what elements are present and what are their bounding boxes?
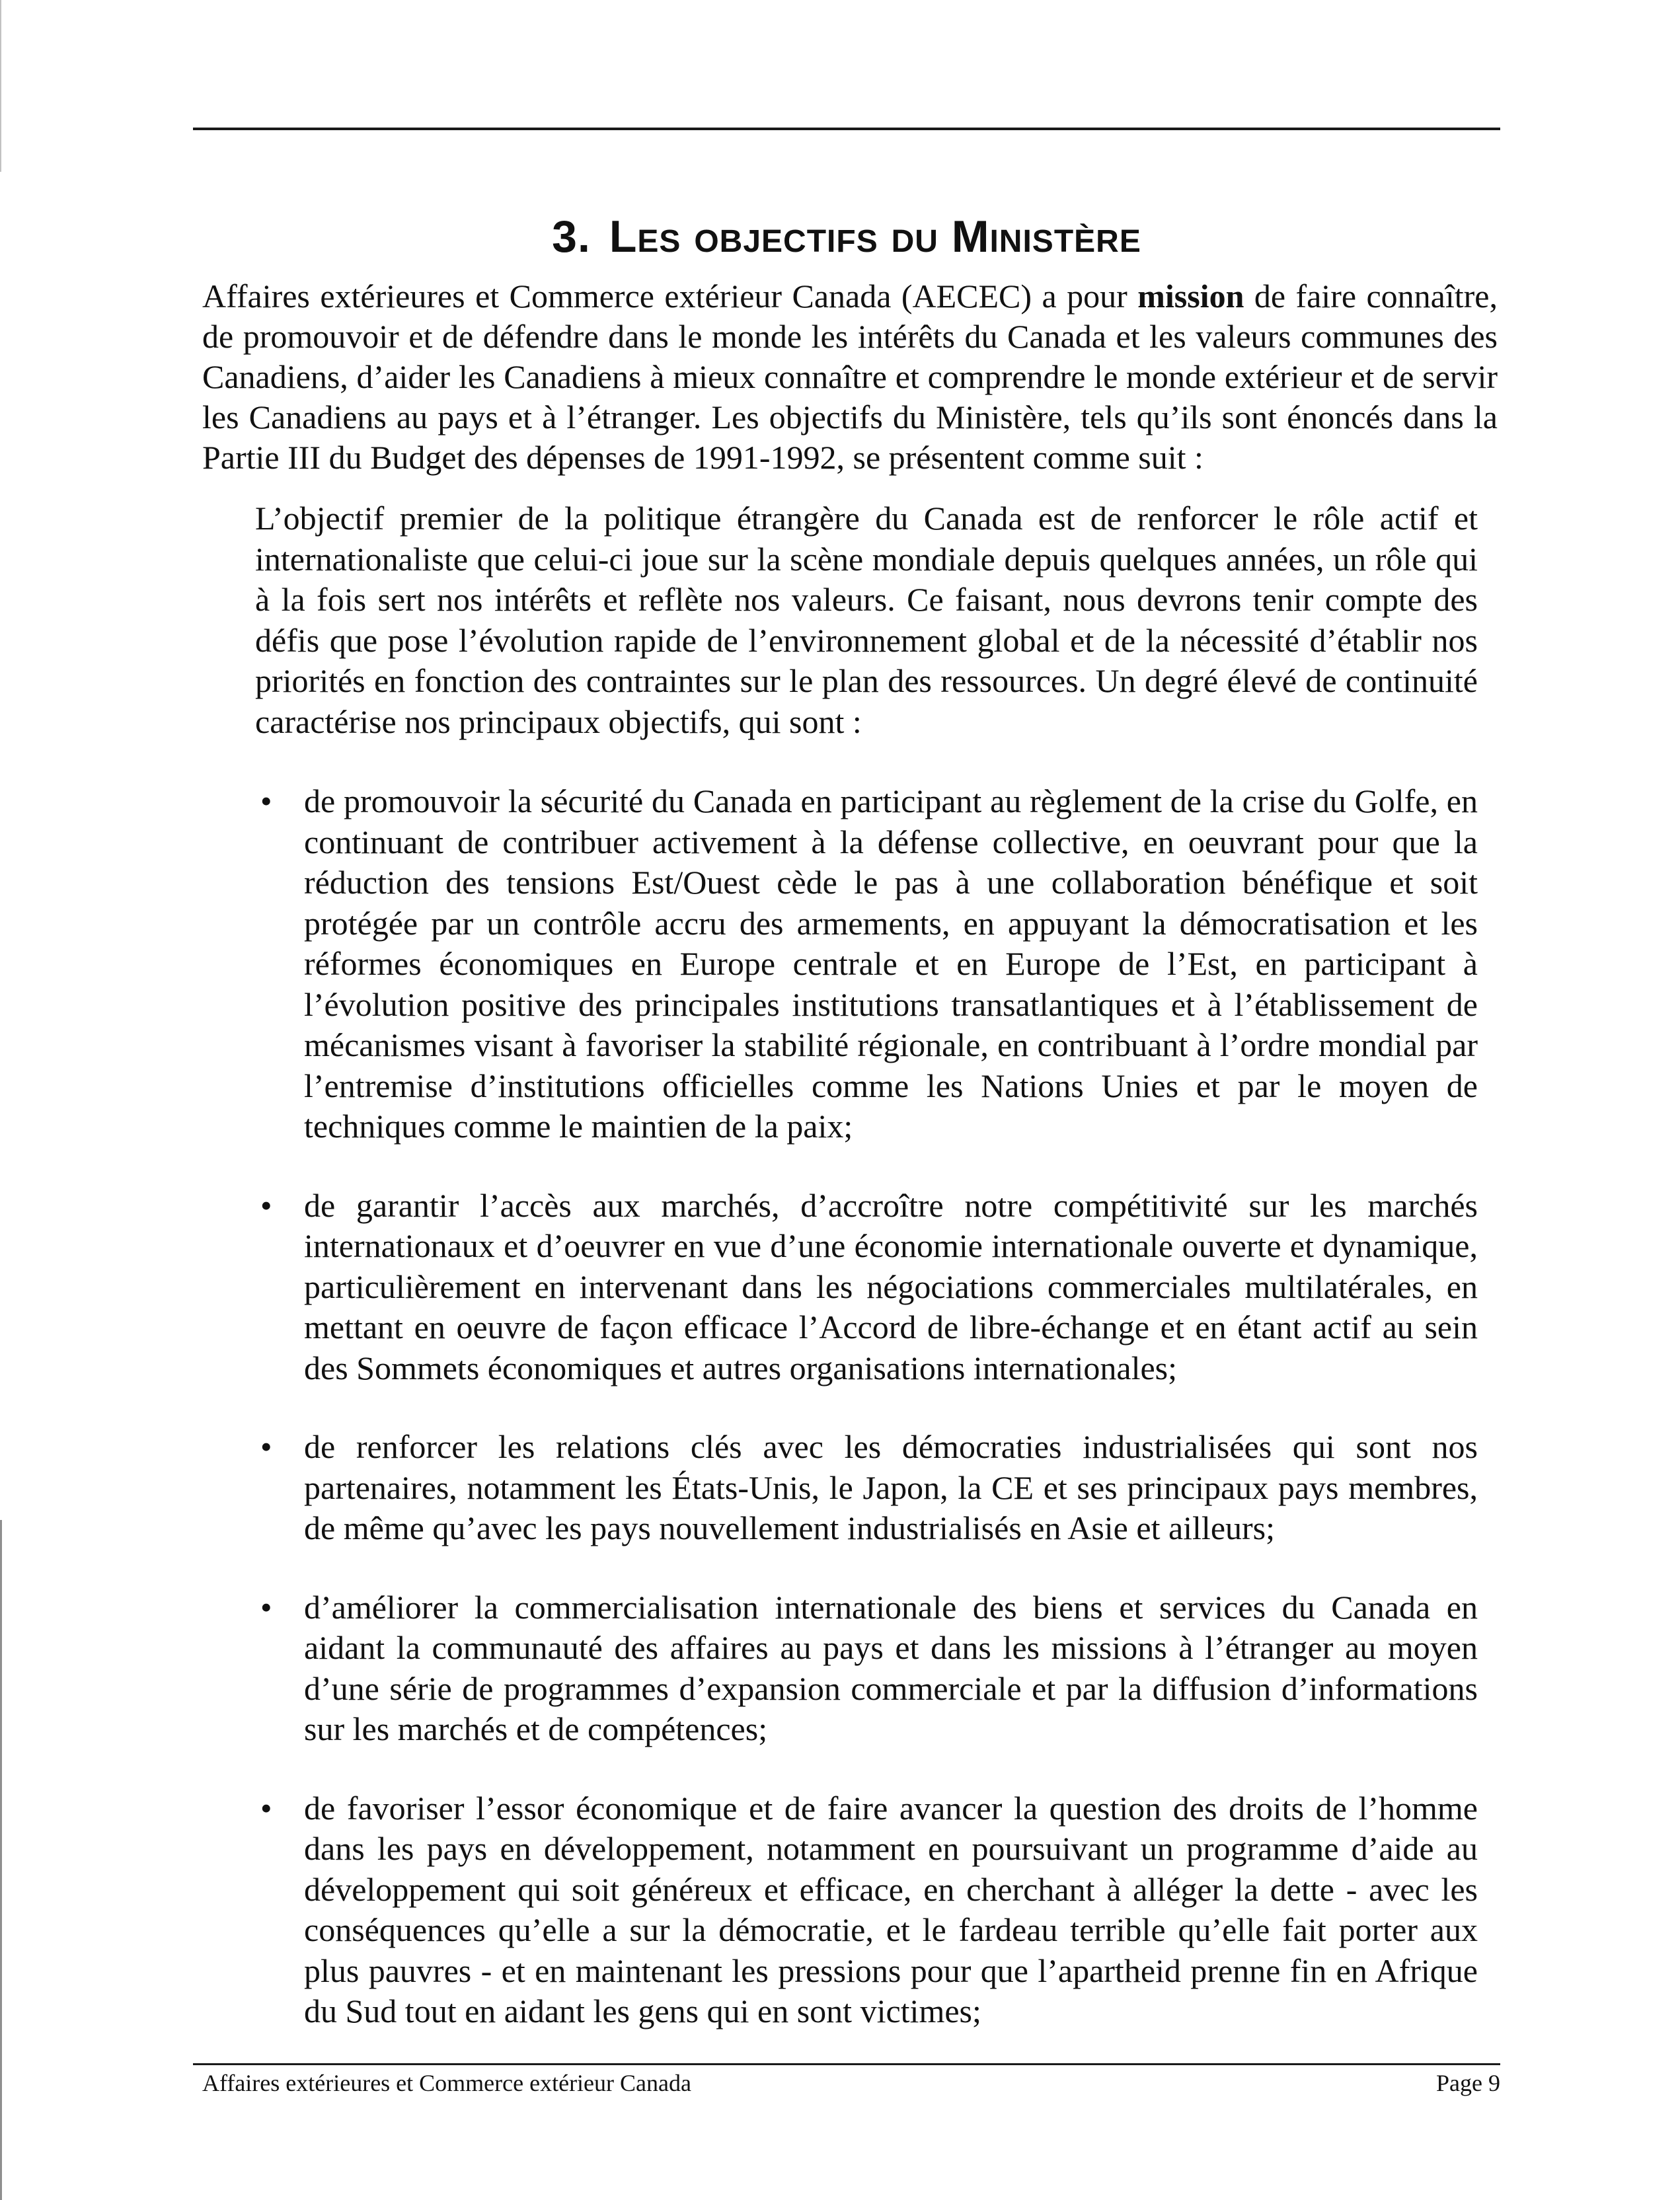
objective-text: de favoriser l’essor économique et de faire avancer la question des droits de l’homme dans les pays en développement, notamment en poursuivant un programme d’aide au développement qui soit généreux et efficace, en cherchant à alléger la dette - avec les conséquences qu’elle a sur la démocratie, et le fardeau terrible qu’elle fait porter aux plus pauvres - et en maintenant les pressions pour que l’apartheid prenne fin en Afrique du Sud tout en aidant les gens qui en sont victimes; [304, 1789, 1478, 2029]
objectives-list [255, 781, 1478, 2070]
bullet-dot: • [260, 1428, 272, 1465]
section-title [193, 210, 1500, 263]
objective-text: d’améliorer la commercialisation internationale des biens et services du Canada en aidant la communauté des affaires au pays et dans les missions à l’étranger au moyen d’une série de programmes d’expansion commerciale et par la diffusion d’informations sur les marchés et de compétences; [304, 1588, 1478, 1747]
scan-edge-mark-top [0, 0, 1, 172]
page-number: Page 9 [1436, 2070, 1500, 2096]
objective-item-relations [255, 1427, 1478, 1549]
scan-edge-mark-bottom [0, 1520, 2, 2200]
objective-item-security [255, 781, 1478, 1147]
bullet-dot: • [260, 1588, 272, 1626]
intro-text-start: Affaires extérieures et Commerce extérieur Canada (AECEC) a pour [202, 278, 1138, 315]
objective-item-development [255, 1788, 1478, 2032]
objective-text: de garantir l’accès aux marchés, d’accroître notre compétitivité sur les marchés internationaux et d’oeuvrer en vue d’une économie internationale ouverte et dynamique, particulièrement en intervenant dans les négociations commerciales multilatérales, en mettant en oeuvre de façon efficace l’Accord de libre-échange et en étant actif au sein des Sommets économiques et autres organisations internationales; [304, 1186, 1478, 1386]
bullet-dot: • [260, 1186, 272, 1224]
objective-item-commerce [255, 1587, 1478, 1750]
intro-text-end: de faire connaître, de promouvoir et de défendre dans le monde les intérêts du Canada et les valeurs communes des Canadiens, d’aider les Canadiens à mieux connaître et comprendre le monde extérieur et de servir les Canadiens au pays et à l’étranger. Les objectifs du Ministère, tels qu’ils sont énoncés dans la Partie III du Budget des dépenses de 1991-1992, se présentent comme suit : [202, 278, 1498, 476]
footer-rule [193, 2063, 1500, 2065]
quoted-paragraph: L’objectif premier de la politique étrangère du Canada est de renforcer le rôle actif et internationaliste que celui-ci joue sur la scène mondiale depuis quelques années, un rôle qui à la fois sert nos intérêts et reflète nos valeurs. Ce faisant, nous devrons tenir compte des défis que pose l’évolution rapide de l’environnement global et de la nécessité d’établir nos priorités en fonction des contraintes sur le plan des ressources. Un degré élevé de continuité caractérise nos principaux objectifs, qui sont : [255, 500, 1478, 740]
section-title-text: Les objectifs du Ministère [609, 211, 1141, 262]
header-rule [193, 128, 1500, 130]
intro-bold-mission: mission [1137, 278, 1244, 315]
bullet-dot: • [260, 1789, 272, 1827]
bullet-dot: • [260, 782, 272, 819]
objective-item-markets [255, 1186, 1478, 1389]
objective-text: de promouvoir la sécurité du Canada en participant au règlement de la crise du Golfe, en continuant de contribuer activement à la défense collective, en oeuvrant pour que la réduction des tensions Est/Ouest cède le pas à une collaboration bénéfique et soit protégée par un contrôle accru des armements, en appuyant la démocratisation et les réformes économiques en Europe centrale et en Europe de l’Est, en participant à l’évolution positive des principales institutions transatlantiques et à l’établissement de mécanismes visant à favoriser la stabilité régionale, en contribuant à l’ordre mondial par l’entremise d’institutions officielles comme les Nations Unies et par le moyen de techniques comme le maintien de la paix; [304, 782, 1478, 1145]
section-number: 3. [552, 211, 591, 262]
objective-text: de renforcer les relations clés avec les démocraties industrialisées qui sont nos partenaires, notamment les États-Unis, le Japon, la CE et ses principaux pays membres, de même qu’avec les pays nouvellement industrialisés en Asie et ailleurs; [304, 1428, 1478, 1546]
intro-paragraph [202, 276, 1498, 478]
footer-organization: Affaires extérieures et Commerce extérieur Canada [202, 2070, 691, 2096]
